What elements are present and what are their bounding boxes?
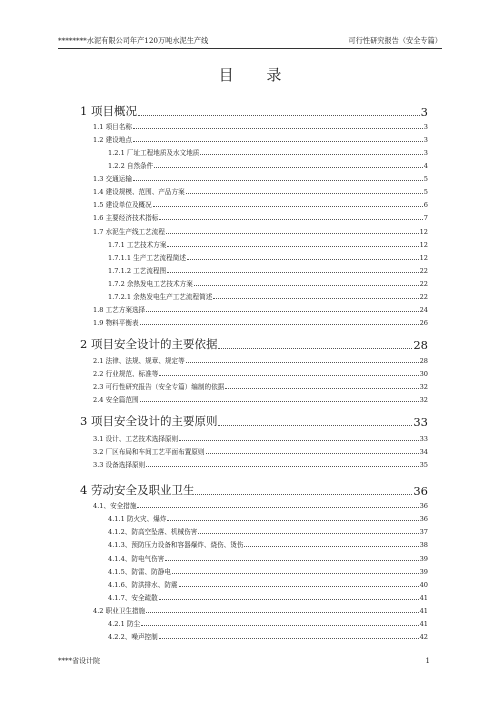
toc-entry-label: 1.5 建设单位及概况	[93, 201, 152, 209]
dot-leader	[198, 533, 418, 534]
dot-leader	[167, 272, 418, 273]
toc-entry-page: 33	[413, 415, 428, 429]
toc-entry-level-2[interactable]	[93, 381, 428, 391]
toc-entry-level-3[interactable]	[108, 278, 428, 288]
toc-title: 目 录	[218, 66, 296, 84]
toc-entry-page: 24	[419, 306, 428, 314]
dot-leader	[167, 246, 418, 247]
toc-entry-page: 12	[419, 254, 428, 262]
toc-entry-page: 37	[419, 528, 428, 536]
toc-entry-label: 1.9 物料平衡表	[93, 319, 139, 327]
dot-leader	[187, 259, 419, 260]
toc-entry-level-3[interactable]	[108, 160, 428, 170]
toc-entry-label: 3 项目安全设计的主要原则	[80, 414, 218, 428]
toc-entry-page: 3	[423, 123, 428, 131]
toc-entry-level-3[interactable]	[108, 265, 428, 275]
toc-entry-level-3[interactable]	[108, 553, 428, 563]
toc-entry-page: 12	[419, 241, 428, 249]
toc-entry-level-3[interactable]	[108, 631, 428, 641]
page-footer	[58, 656, 430, 666]
toc-entry-label: 3.2 厂区布局和车间工艺平面布置原则	[93, 448, 205, 456]
toc-entry-page: 26	[419, 319, 428, 327]
toc-entry-level-2[interactable]	[93, 368, 428, 378]
dot-leader	[186, 362, 419, 363]
dot-leader	[141, 625, 419, 626]
toc-entry-page: 3	[423, 136, 428, 144]
toc-entry-label: 1.2.2 自然条件	[108, 162, 154, 170]
toc-entry-page: 35	[419, 461, 428, 469]
toc-entry-label: 1.7.2.1 余热发电生产工艺流程简述	[108, 293, 213, 301]
dot-leader	[153, 206, 423, 207]
toc-entry-level-3[interactable]	[108, 579, 428, 589]
toc-entry-level-2[interactable]	[93, 186, 428, 196]
toc-entry-page: 36	[419, 515, 428, 523]
toc-entry-level-1[interactable]	[80, 103, 428, 119]
dot-leader	[200, 154, 422, 155]
toc-entry-level-2[interactable]	[93, 199, 428, 209]
dot-leader	[140, 324, 419, 325]
toc-entry-label: 1.6 主要经济技术指标	[93, 214, 159, 222]
dot-leader	[179, 586, 419, 587]
toc-entry-page: 7	[423, 214, 428, 222]
toc-entry-label: 1.2.1 厂址工程地质及水文地质	[108, 149, 200, 157]
toc-entry-page: 42	[419, 633, 428, 641]
toc-entry-page: 33	[419, 435, 428, 443]
dot-leader	[172, 573, 419, 574]
toc-entry-page: 32	[419, 396, 428, 404]
toc-entry-level-2[interactable]	[93, 304, 428, 314]
toc-entry-page: 28	[413, 338, 428, 352]
toc-entry-label: 2 项目安全设计的主要依据	[80, 337, 218, 351]
toc-entry-level-3[interactable]	[108, 513, 428, 523]
page-number: 1	[425, 657, 430, 665]
toc-entry-label: 3.3 设备选择原则	[93, 461, 146, 469]
toc-entry-level-2[interactable]	[93, 459, 428, 469]
toc-entry-label: 4.1.7、安全疏散	[108, 594, 158, 602]
toc-entry-level-2[interactable]	[93, 433, 428, 443]
toc-entry-label: 2.2 行业规范、标准等	[93, 370, 159, 378]
toc-entry-level-2[interactable]	[93, 317, 428, 327]
toc-entry-label: 4.2.1 防尘	[108, 620, 141, 628]
dot-leader	[213, 298, 418, 299]
dot-leader	[225, 388, 418, 389]
toc-entry-page: 6	[423, 201, 428, 209]
dot-leader	[159, 219, 422, 220]
toc-entry-page: 12	[419, 228, 428, 236]
toc-entry-label: 1.8 工艺方案选择	[93, 306, 146, 314]
toc-entry-page: 41	[419, 607, 428, 615]
toc-entry-page: 38	[419, 541, 428, 549]
toc-entry-label: 4.1、安全措施	[93, 502, 137, 510]
toc-entry-page: 22	[419, 293, 428, 301]
toc-entry-level-3[interactable]	[108, 526, 428, 536]
toc-entry-level-2[interactable]	[93, 446, 428, 456]
toc-entry-label: 1 项目概况	[80, 104, 137, 118]
dot-leader	[146, 466, 418, 467]
toc-entry-label: 1.2 建设地点	[93, 136, 132, 144]
dot-leader	[159, 599, 419, 600]
toc-entry-level-1[interactable]	[80, 482, 428, 498]
toc-entry-page: 5	[423, 188, 428, 196]
dot-leader	[195, 494, 412, 495]
dot-leader	[165, 560, 418, 561]
dot-leader	[154, 167, 423, 168]
dot-leader	[138, 115, 420, 116]
toc-entry-label: 4.1.3、预防压力设备和容器爆炸、烧伤、烫伤	[108, 541, 244, 549]
toc-entry-level-3[interactable]	[108, 147, 428, 157]
toc-entry-level-1[interactable]	[80, 336, 428, 352]
toc-entry-label: 3.1 设计、工艺技术选择原则	[93, 435, 179, 443]
toc-entry-level-3[interactable]	[108, 239, 428, 249]
toc-entry-page: 3	[420, 105, 428, 119]
toc-entry-level-2[interactable]	[93, 173, 428, 183]
toc-entry-page: 5	[423, 175, 428, 183]
toc-entry-page: 30	[419, 370, 428, 378]
toc-entry-page: 41	[419, 620, 428, 628]
toc-entry-level-2[interactable]	[93, 500, 428, 510]
dot-leader	[218, 348, 412, 349]
dot-leader	[140, 401, 419, 402]
toc-entry-level-3[interactable]	[108, 291, 428, 301]
toc-entry-label: 1.4 建设规模、范围、产品方案	[93, 188, 185, 196]
toc-entry-label: 1.7.1.2 工艺流程图	[108, 267, 167, 275]
dot-leader	[166, 233, 419, 234]
toc-entry-page: 36	[413, 484, 428, 498]
toc-entry-page: 41	[419, 594, 428, 602]
dot-leader	[159, 375, 418, 376]
toc-entry-label: 4.2 职业卫生措施	[93, 607, 146, 615]
toc-entry-label: 4.1.2、防高空坠落、机械伤害	[108, 528, 198, 536]
toc-entry-label: 4.1.4、防电气伤害	[108, 555, 165, 563]
toc-entry-level-3[interactable]	[108, 592, 428, 602]
toc-entry-label: 2.1 法律、法规、规章、规定等	[93, 357, 185, 365]
dot-leader	[159, 638, 419, 639]
toc-entry-page: 4	[423, 162, 428, 170]
toc-entry-label: 4.1.5、防雷、防静电	[108, 568, 171, 576]
toc-entry-level-2[interactable]	[93, 355, 428, 365]
toc-entry-level-2[interactable]	[93, 605, 428, 615]
toc-entry-label: 1.7.2 余热发电工艺技术方案	[108, 280, 193, 288]
toc-entry-level-1[interactable]	[80, 413, 428, 429]
dot-leader	[133, 128, 423, 129]
header-report-title: 可行性研究报告（安全专篇）	[348, 36, 442, 45]
toc-entry-page: 39	[419, 568, 428, 576]
toc-entry-level-2[interactable]	[93, 226, 428, 236]
toc-entry-page: 36	[419, 502, 428, 510]
header-project-name: ********水泥有限公司年产120万吨水泥生产线	[58, 36, 209, 45]
toc-entry-level-3[interactable]	[108, 539, 428, 549]
toc-entry-level-2[interactable]	[93, 212, 428, 222]
dot-leader	[133, 141, 423, 142]
toc-entry-page: 28	[419, 357, 428, 365]
toc-entry-level-3[interactable]	[108, 566, 428, 576]
toc-entry-level-2[interactable]	[93, 394, 428, 404]
dot-leader	[146, 311, 418, 312]
toc-entry-level-3[interactable]	[108, 252, 428, 262]
dot-leader	[179, 440, 418, 441]
toc-entry-label: 2.3 可行性研究报告（安全专篇）编制的依据	[93, 383, 225, 391]
toc-entry-label: 1.1 项目名称	[93, 123, 132, 131]
toc-entry-page: 39	[419, 555, 428, 563]
toc-entry-label: 1.7.1.1 生产工艺流程简述	[108, 254, 186, 262]
dot-leader	[206, 453, 419, 454]
dot-leader	[146, 612, 418, 613]
toc-entry-level-3[interactable]	[108, 618, 428, 628]
toc-entry-page: 40	[419, 581, 428, 589]
toc-entry-page: 3	[423, 149, 428, 157]
dot-leader	[194, 285, 419, 286]
toc-entry-page: 34	[419, 448, 428, 456]
toc-entry-label: 4.1.1 防火灾、爆炸	[108, 515, 167, 523]
footer-institute: ****省设计院	[58, 657, 100, 665]
toc-entry-page: 32	[419, 383, 428, 391]
dot-leader	[244, 546, 418, 547]
toc-entry-level-2[interactable]	[93, 134, 428, 144]
toc-entry-label: 4 劳动安全及职业卫生	[80, 483, 195, 497]
dot-leader	[186, 193, 423, 194]
toc-entry-page: 22	[419, 280, 428, 288]
toc-entry-label: 1.3 交通运输	[93, 175, 132, 183]
dot-leader	[133, 180, 423, 181]
toc-entry-level-2[interactable]	[93, 121, 428, 131]
toc-entry-label: 4.2.2、噪声控制	[108, 633, 158, 641]
toc-entry-label: 2.4 安全篇范围	[93, 396, 139, 404]
dot-leader	[218, 425, 412, 426]
toc-entry-label: 1.7 水泥生产线工艺流程	[93, 228, 165, 236]
toc-entry-label: 4.1.6、防洪排水、防震	[108, 581, 178, 589]
toc-entry-label: 1.7.1 工艺技术方案	[108, 241, 167, 249]
dot-leader	[167, 520, 418, 521]
toc-entry-page: 22	[419, 267, 428, 275]
dot-leader	[137, 507, 418, 508]
